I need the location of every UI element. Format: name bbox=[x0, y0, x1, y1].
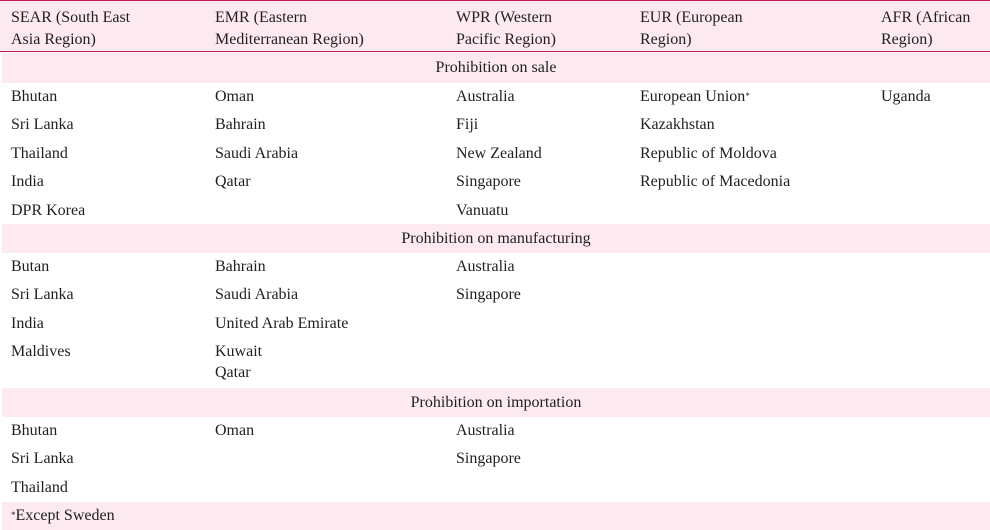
list-item: United Arab Emirate bbox=[215, 314, 349, 332]
sale-sear-list bbox=[11, 83, 85, 225]
list-item: Maldives bbox=[11, 343, 71, 361]
col-header-wpr: WPR (Western Pacific Region) bbox=[456, 9, 556, 48]
manufacturing-wpr-list bbox=[456, 253, 521, 310]
list-item: Qatar bbox=[215, 173, 251, 191]
table-footnote bbox=[2, 502, 990, 530]
list-item: DPR Korea bbox=[11, 201, 86, 219]
footnote-text: Except Sweden bbox=[15, 507, 115, 524]
list-item: Vanuatu bbox=[456, 201, 509, 219]
list-item: Bhutan bbox=[11, 88, 58, 105]
list-item: Thailand bbox=[11, 144, 68, 162]
list-item: New Zealand bbox=[456, 144, 542, 162]
list-item: Republic of Macedonia bbox=[640, 173, 791, 191]
list-item: Kuwait Qatar bbox=[215, 343, 263, 382]
footnote-marker: * bbox=[11, 510, 16, 520]
col-header-eur: EUR (European Region) bbox=[640, 9, 743, 48]
list-item: Singapore bbox=[456, 450, 521, 468]
list-item: Singapore bbox=[456, 173, 521, 191]
sale-wpr-list bbox=[456, 83, 542, 225]
section-manufacturing-rows bbox=[2, 253, 990, 387]
list-item: Australia bbox=[456, 88, 515, 105]
list-item: Bahrain bbox=[215, 258, 266, 275]
section-title-importation: Prohibition on importation bbox=[2, 388, 990, 418]
importation-emr-list bbox=[215, 417, 254, 445]
list-item: Singapore bbox=[456, 286, 521, 304]
list-item: India bbox=[11, 173, 44, 191]
section-title-manufacturing: Prohibition on manufacturing bbox=[2, 224, 990, 254]
list-item: Thailand bbox=[11, 478, 68, 496]
col-header-afr: AFR (African Region) bbox=[881, 9, 971, 48]
list-item: Butan bbox=[11, 258, 50, 275]
section-title-sale: Prohibition on sale bbox=[2, 53, 990, 83]
list-item: Sri Lanka bbox=[11, 116, 74, 134]
manufacturing-emr-list bbox=[215, 253, 348, 380]
sale-emr-list bbox=[215, 83, 298, 197]
list-item: Sri Lanka bbox=[11, 286, 74, 304]
list-item: Republic of Moldova bbox=[640, 144, 777, 162]
list-item: Oman bbox=[215, 88, 255, 105]
col-header-sear: SEAR (South East Asia Region) bbox=[11, 9, 131, 48]
table-header bbox=[0, 0, 990, 52]
sale-eur-list bbox=[640, 83, 790, 197]
list-item: Australia bbox=[456, 258, 515, 275]
list-item: Uganda bbox=[881, 88, 931, 105]
section-importation-rows bbox=[2, 417, 990, 502]
footnote-marker: * bbox=[745, 91, 750, 101]
list-item: Bhutan bbox=[11, 422, 58, 439]
list-item: Kazakhstan bbox=[640, 116, 715, 134]
manufacturing-sear-list bbox=[11, 253, 74, 367]
col-header-emr: EMR (Eastern Mediterranean Region) bbox=[215, 9, 364, 48]
importation-wpr-list bbox=[456, 417, 521, 474]
section-sale-rows bbox=[2, 83, 990, 224]
list-item: Australia bbox=[456, 422, 515, 439]
list-item: Saudi Arabia bbox=[215, 286, 299, 304]
list-item: Fiji bbox=[456, 116, 479, 134]
list-item: Saudi Arabia bbox=[215, 144, 299, 162]
list-item: European Union* bbox=[640, 88, 750, 105]
list-item: Oman bbox=[215, 422, 255, 439]
list-item: India bbox=[11, 314, 44, 332]
importation-sear-list bbox=[11, 417, 74, 502]
sale-afr-list bbox=[881, 83, 931, 111]
list-item: Sri Lanka bbox=[11, 450, 74, 468]
list-item: Bahrain bbox=[215, 116, 266, 134]
